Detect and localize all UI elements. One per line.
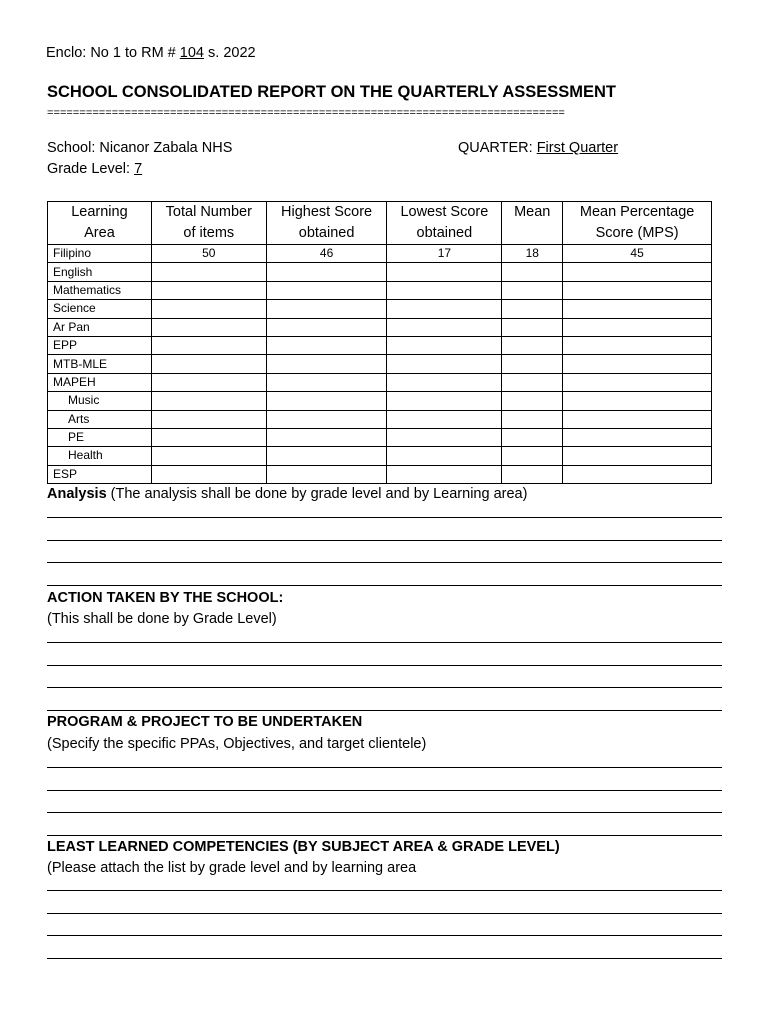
grade-level-line (47, 161, 142, 177)
action-note: (This shall be done by Grade Level) (47, 611, 277, 627)
action-title: ACTION TAKEN BY THE SCHOOL: (47, 590, 284, 606)
header-total-items: Total Number of items (151, 202, 266, 245)
program-note: (Specify the specific PPAs, Objectives, and target clientele) (47, 736, 427, 752)
mps-cell[interactable] (563, 373, 712, 391)
learning-area-cell: MAPEH (48, 373, 152, 391)
header-learning-area: Learning Area (48, 202, 152, 245)
learning-area-cell: Science (48, 300, 152, 318)
learning-area-cell: Mathematics (48, 281, 152, 299)
action-line-3[interactable] (47, 687, 722, 688)
total-items-cell[interactable] (151, 300, 266, 318)
least-line-4[interactable] (47, 958, 722, 959)
mps-cell[interactable] (563, 428, 712, 446)
mean-cell[interactable] (502, 336, 563, 354)
highest-score-cell[interactable] (266, 447, 387, 465)
table-row (48, 300, 712, 318)
table-row (48, 245, 712, 263)
table-row (48, 392, 712, 410)
enclosure-prefix: Enclo: No 1 to RM # (46, 45, 180, 61)
school-value: Nicanor Zabala NHS (99, 140, 233, 156)
total-items-cell[interactable] (151, 410, 266, 428)
lowest-score-cell[interactable] (387, 410, 502, 428)
lowest-score-cell[interactable] (387, 300, 502, 318)
table-body (48, 245, 712, 484)
lowest-score-cell[interactable] (387, 373, 502, 391)
total-items-cell[interactable] (151, 373, 266, 391)
total-items-cell[interactable] (151, 281, 266, 299)
learning-area-cell: PE (48, 428, 152, 446)
learning-area-cell: Music (48, 392, 152, 410)
analysis-line-4[interactable] (47, 585, 722, 586)
mean-cell[interactable] (502, 392, 563, 410)
analysis-line-2[interactable] (47, 540, 722, 541)
table-header-row (48, 202, 712, 245)
total-items-cell[interactable] (151, 447, 266, 465)
grade-label: Grade Level: (47, 161, 135, 177)
header-mean: Mean (502, 202, 563, 245)
highest-score-cell[interactable] (266, 428, 387, 446)
highest-score-cell[interactable] (266, 263, 387, 281)
highest-score-cell[interactable] (266, 336, 387, 354)
mean-cell[interactable] (502, 410, 563, 428)
table-row (48, 465, 712, 483)
school-line (47, 140, 232, 156)
mps-cell[interactable] (563, 465, 712, 483)
mps-cell[interactable] (563, 355, 712, 373)
highest-score-cell[interactable] (266, 281, 387, 299)
mean-cell[interactable]: 18 (502, 245, 563, 263)
learning-area-cell: English (48, 263, 152, 281)
analysis-line-1[interactable] (47, 517, 722, 518)
highest-score-cell[interactable] (266, 373, 387, 391)
mean-cell[interactable] (502, 318, 563, 336)
mps-cell[interactable] (563, 281, 712, 299)
learning-area-cell: MTB-MLE (48, 355, 152, 373)
mps-cell[interactable] (563, 410, 712, 428)
lowest-score-cell[interactable] (387, 281, 502, 299)
highest-score-cell[interactable] (266, 392, 387, 410)
lowest-score-cell[interactable] (387, 263, 502, 281)
table-row (48, 410, 712, 428)
school-label: School: (47, 140, 100, 156)
lowest-score-cell[interactable] (387, 465, 502, 483)
program-line-4[interactable] (47, 835, 722, 836)
header-highest-score: Highest Score obtained (266, 202, 387, 245)
learning-area-cell: EPP (48, 336, 152, 354)
mps-cell[interactable] (563, 300, 712, 318)
mean-cell[interactable] (502, 300, 563, 318)
lowest-score-cell[interactable] (387, 447, 502, 465)
highest-score-cell[interactable] (266, 410, 387, 428)
analysis-line-3[interactable] (47, 562, 722, 563)
enclosure-line (46, 45, 256, 61)
total-items-cell[interactable] (151, 428, 266, 446)
lowest-score-cell[interactable] (387, 336, 502, 354)
highest-score-cell[interactable] (266, 355, 387, 373)
table-row (48, 263, 712, 281)
mean-cell[interactable] (502, 263, 563, 281)
assessment-table (47, 201, 712, 484)
highest-score-cell[interactable] (266, 318, 387, 336)
table-row (48, 447, 712, 465)
learning-area-cell: Filipino (48, 245, 152, 263)
total-items-cell[interactable] (151, 318, 266, 336)
analysis-title: Analysis (47, 486, 107, 502)
table-row (48, 428, 712, 446)
report-title: SCHOOL CONSOLIDATED REPORT ON THE QUARTERLY ASSESSMENT (47, 83, 617, 101)
header-lowest-score: Lowest Score obtained (387, 202, 502, 245)
least-learned-note: (Please attach the list by grade level and by learning area (47, 860, 417, 876)
total-items-cell[interactable]: 50 (151, 245, 266, 263)
least-line-3[interactable] (47, 935, 722, 936)
rm-number: 104 (179, 45, 204, 61)
lowest-score-cell[interactable]: 17 (387, 245, 502, 263)
mps-cell[interactable]: 45 (563, 245, 712, 263)
learning-area-cell: Arts (48, 410, 152, 428)
lowest-score-cell[interactable] (387, 392, 502, 410)
total-items-cell[interactable] (151, 336, 266, 354)
mps-cell[interactable] (563, 447, 712, 465)
header-mps: Mean Percentage Score (MPS) (563, 202, 712, 245)
program-title: PROGRAM & PROJECT TO BE UNDERTAKEN (47, 714, 363, 730)
table-row (48, 281, 712, 299)
mean-cell[interactable] (502, 428, 563, 446)
action-line-2[interactable] (47, 665, 722, 666)
program-line-3[interactable] (47, 812, 722, 813)
separator-line: ================================================================================ (47, 107, 565, 119)
lowest-score-cell[interactable] (387, 318, 502, 336)
quarter-label: QUARTER: (458, 140, 537, 156)
mps-cell[interactable] (563, 392, 712, 410)
mean-cell[interactable] (502, 465, 563, 483)
least-learned-title: LEAST LEARNED COMPETENCIES (BY SUBJECT AREA & GRADE LEVEL) (47, 839, 560, 855)
table-row (48, 355, 712, 373)
table-row (48, 318, 712, 336)
mean-cell[interactable] (502, 355, 563, 373)
total-items-cell[interactable] (151, 392, 266, 410)
analysis-note: (The analysis shall be done by grade level and by Learning area) (106, 486, 528, 502)
highest-score-cell[interactable] (266, 465, 387, 483)
action-line-1[interactable] (47, 642, 722, 643)
highest-score-cell[interactable] (266, 300, 387, 318)
grade-value: 7 (134, 161, 143, 177)
mean-cell[interactable] (502, 447, 563, 465)
table-row (48, 373, 712, 391)
learning-area-cell: ESP (48, 465, 152, 483)
table-row (48, 336, 712, 354)
lowest-score-cell[interactable] (387, 355, 502, 373)
learning-area-cell: Health (48, 447, 152, 465)
lowest-score-cell[interactable] (387, 428, 502, 446)
total-items-cell[interactable] (151, 465, 266, 483)
highest-score-cell[interactable]: 46 (266, 245, 387, 263)
mps-cell[interactable] (563, 336, 712, 354)
learning-area-cell: Ar Pan (48, 318, 152, 336)
mean-cell[interactable] (502, 373, 563, 391)
program-line-2[interactable] (47, 790, 722, 791)
total-items-cell[interactable] (151, 355, 266, 373)
total-items-cell[interactable] (151, 263, 266, 281)
mps-cell[interactable] (563, 263, 712, 281)
analysis-heading (47, 486, 527, 502)
mean-cell[interactable] (502, 281, 563, 299)
quarter-value: First Quarter (536, 140, 619, 156)
action-line-4[interactable] (47, 710, 722, 711)
enclosure-suffix: s. 2022 (203, 45, 256, 61)
program-line-1[interactable] (47, 767, 722, 768)
least-line-2[interactable] (47, 913, 722, 914)
mps-cell[interactable] (563, 318, 712, 336)
quarter-line (458, 140, 618, 156)
least-line-1[interactable] (47, 890, 722, 891)
